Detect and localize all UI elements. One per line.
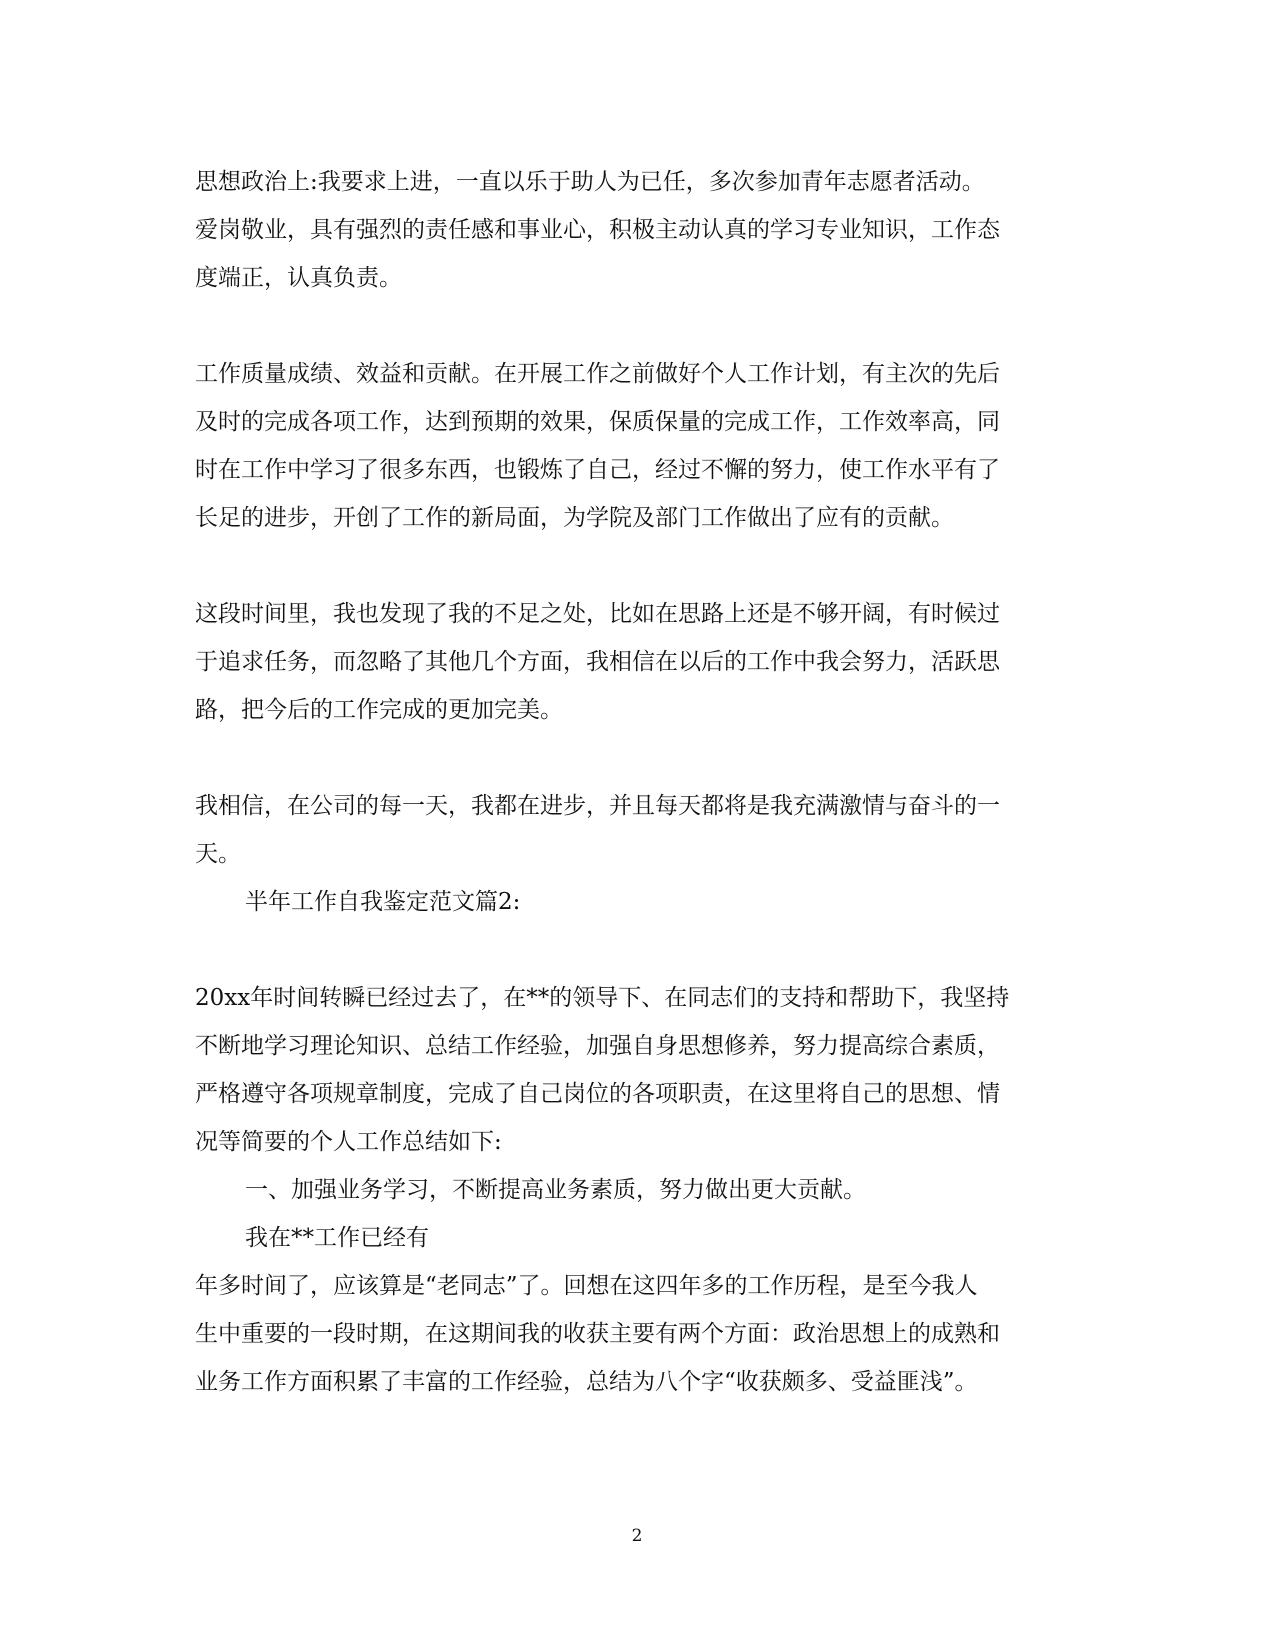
- text-line: 不断地学习理论知识、总结工作经验，加强自身思想修养，努力提高综合素质，: [195, 1033, 1000, 1059]
- text-line: 路，把今后的工作完成的更加完美。: [195, 697, 563, 723]
- text-line: 年多时间了，应该算是“老同志”了。回想在这四年多的工作历程，是至今我人: [195, 1273, 978, 1299]
- page-number: 2: [631, 1526, 643, 1546]
- text-line: 20xx年时间转瞬已经过去了，在**的领导下、在同志们的支持和帮助下，我坚持: [195, 985, 1010, 1011]
- text-line: 度端正，认真负责。: [195, 265, 402, 291]
- text-line: 况等简要的个人工作总结如下:: [195, 1129, 502, 1155]
- text-line: 天。: [195, 841, 241, 867]
- text-line: 一、加强业务学习，不断提高业务素质，努力做出更大贡献。: [245, 1177, 866, 1203]
- text-line: 于追求任务，而忽略了其他几个方面，我相信在以后的工作中我会努力，活跃思: [195, 649, 1000, 675]
- text-line: 我相信，在公司的每一天，我都在进步，并且每天都将是我充满激情与奋斗的一: [195, 793, 1000, 819]
- text-line: 这段时间里，我也发现了我的不足之处，比如在思路上还是不够开阔，有时候过: [195, 601, 1000, 627]
- text-line: 时在工作中学习了很多东西，也锻炼了自己，经过不懈的努力，使工作水平有了: [195, 457, 1000, 483]
- text-line: 思想政治上:我要求上进，一直以乐于助人为已任，多次参加青年志愿者活动。: [195, 169, 985, 195]
- section-heading: 半年工作自我鉴定范文篇2:: [245, 889, 521, 915]
- text-line: 严格遵守各项规章制度，完成了自己岗位的各项职责，在这里将自己的思想、情: [195, 1081, 1000, 1107]
- text-line: 长足的进步，开创了工作的新局面，为学院及部门工作做出了应有的贡献。: [195, 505, 954, 531]
- text-line: 爱岗敬业，具有强烈的责任感和事业心，积极主动认真的学习专业知识，工作态: [195, 217, 1000, 243]
- text-line: 生中重要的一段时期，在这期间我的收获主要有两个方面：政治思想上的成熟和: [195, 1321, 1000, 1347]
- text-line: 业务工作方面积累了丰富的工作经验，总结为八个字“收获颇多、受益匪浅”。: [195, 1369, 978, 1395]
- text-line: 我在**工作已经有: [245, 1225, 429, 1251]
- text-line: 及时的完成各项工作，达到预期的效果，保质保量的完成工作，工作效率高，同: [195, 409, 1000, 435]
- text-line: 工作质量成绩、效益和贡献。在开展工作之前做好个人工作计划，有主次的先后: [195, 361, 1000, 387]
